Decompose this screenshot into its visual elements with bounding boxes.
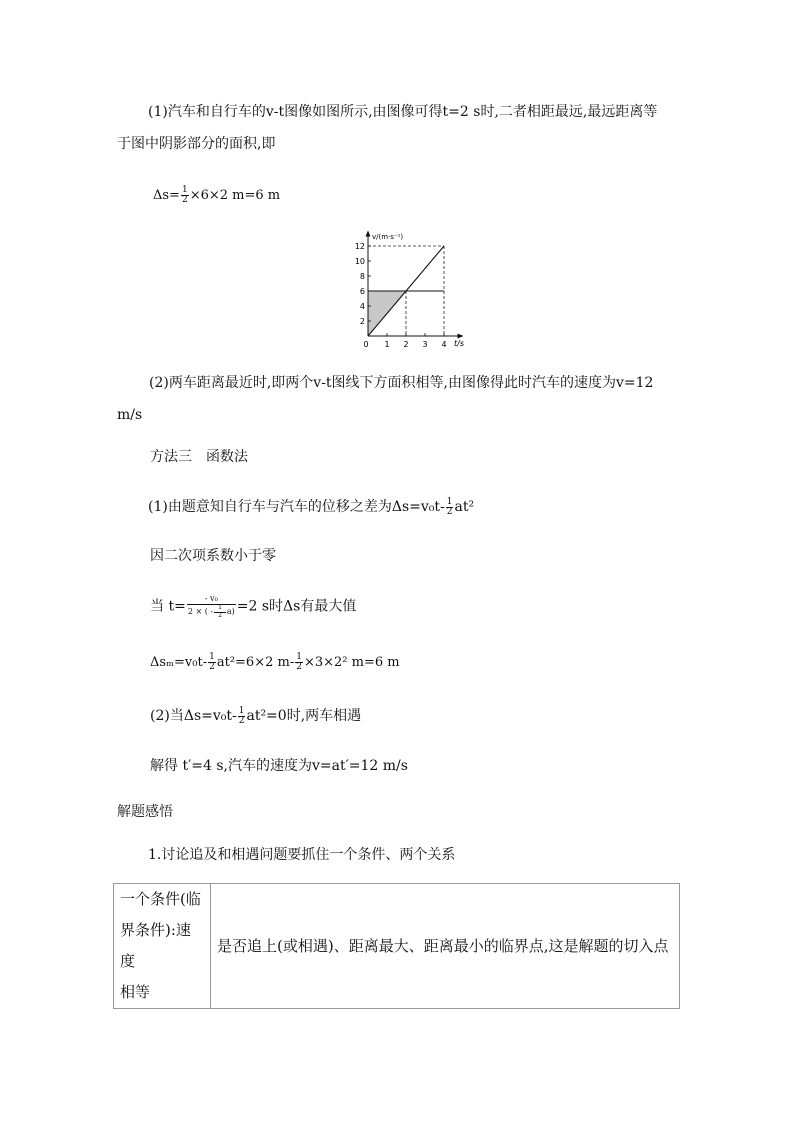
vt-graph: [330, 222, 475, 352]
summary-table: [113, 883, 680, 1009]
x-axis-arrow: [458, 334, 464, 339]
y-tick-label: 2: [359, 317, 365, 326]
y-axis-arrow: [366, 231, 371, 237]
y-tick-label: 8: [359, 272, 365, 281]
paragraph-1-line-1: (1)汽车和自行车的v-t图像如图所示,由图像可得t=2 s时,二者相距最远,最远距离等: [148, 104, 658, 120]
y-tick-label: 6: [359, 287, 365, 296]
paragraph-7: (2)当Δs=v₀t- $\frac{1}{2}$ at²=0时,两车相遇: [150, 705, 362, 726]
paragraph-8: 解得 t′=4 s,汽车的速度为v=at′=12 m/s: [150, 758, 408, 774]
fraction: $\frac{1}{2}$: [238, 705, 245, 726]
paragraph-2-line-2: m/s: [117, 407, 143, 423]
method-three-heading: 方法三 函数法: [150, 449, 248, 465]
fraction: $\frac{1}{2}$: [214, 605, 226, 619]
item-1: 1.讨论追及和相遇问题要抓住一个条件、两个关系: [148, 847, 456, 863]
y-tick-label: 4: [359, 302, 365, 311]
section-heading: 解题感悟: [117, 804, 173, 820]
paragraph-3: (1)由题意知自行车与汽车的位移之差为Δs=v₀t- $\frac{1}{2}$ at²: [148, 496, 475, 517]
paragraph-2-line-1: (2)两车距离最近时,即两个v-t图线下方面积相等,由图像得此时汽车的速度为v=12: [149, 375, 654, 391]
y-tick-label: 12: [354, 242, 365, 251]
paragraph-5: 当 t= - v₀ 2 × ( - $\frac{1}{2}$ a) =2 s时Δs有最大值: [150, 594, 357, 619]
paragraph-4: 因二次项系数小于零: [150, 548, 276, 564]
fraction: $\frac{1}{2}$: [209, 652, 215, 672]
x-tick-label: 4: [441, 340, 447, 349]
paragraph-1-line-2: 于图中阴影部分的面积,即: [117, 136, 276, 152]
table-cell-description: 是否追上(或相遇)、距离最大、距离最小的临界点,这是解题的切入点: [211, 884, 680, 1009]
table-row: [114, 884, 680, 1009]
x-tick-label: 0: [363, 340, 369, 349]
x-tick-label: 1: [384, 340, 390, 349]
fraction: $\frac{1}{2}$: [446, 496, 453, 517]
x-tick-label: 2: [403, 340, 409, 349]
fraction: $\frac{1}{2}$: [296, 652, 302, 672]
y-axis-label: v/(m·s⁻¹): [372, 233, 404, 241]
t-formula-fraction: - v₀ 2 × ( - $\frac{1}{2}$ a): [187, 594, 235, 619]
table-cell-condition: 一个条件(临 界条件):速度 相等: [114, 884, 211, 1009]
x-axis-label: t/s: [454, 339, 464, 348]
equation-1: Δs= $\frac{1}{2}$ ×6×2 m=6 m: [153, 185, 281, 205]
paragraph-6: Δsₘ=v₀t- $\frac{1}{2}$ at²=6×2 m- $\frac{1}{2}$ ×3×2² m=6 m: [150, 652, 400, 672]
fraction: $\frac{1}{2}$: [181, 185, 188, 205]
y-tick-label: 10: [354, 257, 365, 266]
x-tick-label: 3: [422, 340, 428, 349]
